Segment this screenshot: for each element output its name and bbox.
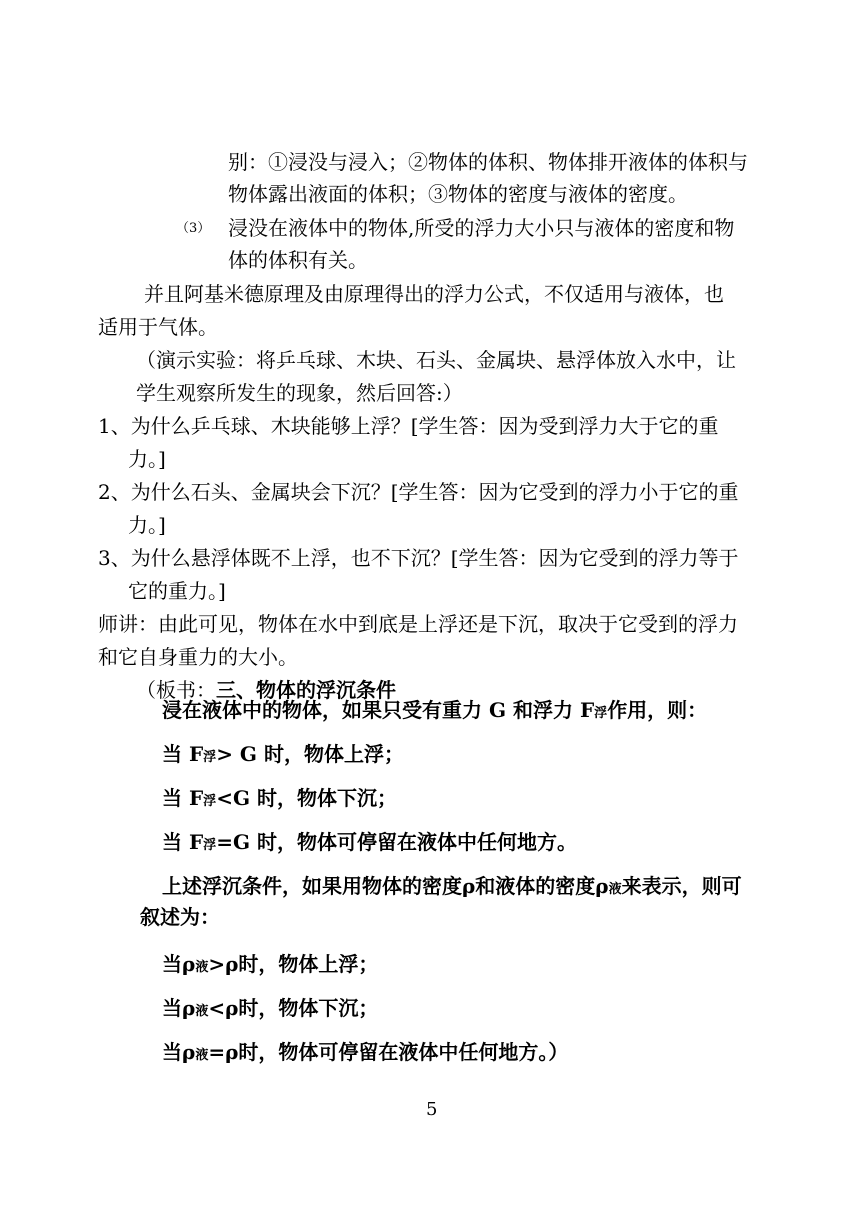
subscript: 浮	[594, 706, 608, 721]
question-line: 3、为什么悬浮体既不上浮，也不下沉？[学生答：因为它受到的浮力等于	[98, 546, 739, 570]
condition-text: =G 时，物体可停留在液体中任何地方。	[216, 830, 577, 854]
intro-text: 作用，则：	[607, 698, 708, 722]
subscript: 液	[608, 882, 622, 897]
question-line: 力。]	[128, 513, 166, 537]
question-line: 力。]	[128, 447, 166, 471]
subscript: 浮	[203, 794, 217, 809]
density-condition	[162, 950, 378, 982]
density-text: >ρ时，物体上浮；	[208, 952, 379, 976]
subscript: 浮	[203, 838, 217, 853]
subscript: 液	[195, 960, 209, 975]
paragraph-line: 师讲：由此可见，物体在水中到底是上浮还是下沉，取决于它受到的浮力	[98, 612, 738, 636]
paragraph-line: 体的体积有关。	[228, 248, 368, 272]
condition-text: 当 F	[162, 786, 204, 810]
density-text: <ρ时，物体下沉；	[208, 996, 379, 1020]
paragraph-line: 物体露出液面的体积；③物体的密度与液体的密度。	[228, 182, 688, 206]
question-line: 2、为什么石头、金属块会下沉？[学生答：因为它受到的浮力小于它的重	[98, 480, 739, 504]
subscript: 液	[195, 1048, 209, 1063]
density-condition	[162, 994, 378, 1026]
condition-line	[162, 784, 397, 816]
intro-text: 浸在液体中的物体，如果只受有重力 G 和浮力 F	[162, 698, 595, 722]
list-number: （3）	[176, 221, 211, 236]
subscript: 液	[195, 1004, 209, 1019]
paragraph-line: 别：①浸没与浸入；②物体的体积、物体排开液体的体积与	[228, 150, 748, 174]
condition-line	[162, 740, 404, 772]
subscript: 浮	[203, 750, 217, 765]
paragraph-line: 和它自身重力的大小。	[98, 645, 298, 669]
question-line: 它的重力。]	[128, 579, 226, 603]
condition-text: 当 F	[162, 830, 204, 854]
condition-text: <G 时，物体下沉；	[216, 786, 397, 810]
density-text: 上述浮沉条件，如果用物体的密度ρ和液体的密度ρ	[162, 874, 609, 898]
question-line: 1、为什么乒乓球、木块能够上浮？[学生答：因为受到浮力大于它的重	[98, 414, 719, 438]
paragraph-line: 并且阿基米德原理及由原理得出的浮力公式，不仅适用与液体，也	[144, 282, 724, 306]
density-text: 当ρ	[162, 952, 196, 976]
density-text: 来表示，则可	[621, 874, 742, 898]
paragraph-line: 学生观察所发生的现象，然后回答:）	[136, 381, 463, 405]
paragraph-line: （演示实验：将乒乓球、木块、石头、金属块、悬浮体放入水中，让	[136, 348, 736, 372]
density-text: 当ρ	[162, 1040, 196, 1064]
density-text: =ρ时，物体可停留在液体中任何地方。）	[208, 1040, 569, 1064]
condition-intro	[162, 696, 707, 728]
board-title: 三、物体的浮沉条件	[216, 678, 396, 702]
condition-line	[162, 828, 577, 860]
page-number: 5	[426, 1099, 438, 1120]
condition-text: 当 F	[162, 742, 204, 766]
density-text: 当ρ	[162, 996, 196, 1020]
density-intro	[162, 872, 742, 904]
condition-text: > G 时，物体上浮；	[216, 742, 404, 766]
paragraph-line: 浸没在液体中的物体,所受的浮力大小只与液体的密度和物	[228, 216, 735, 240]
paragraph-line: 适用于气体。	[98, 315, 218, 339]
density-intro: 叙述为：	[140, 905, 220, 929]
board-prefix: （板书：	[136, 678, 216, 702]
density-condition	[162, 1038, 568, 1070]
